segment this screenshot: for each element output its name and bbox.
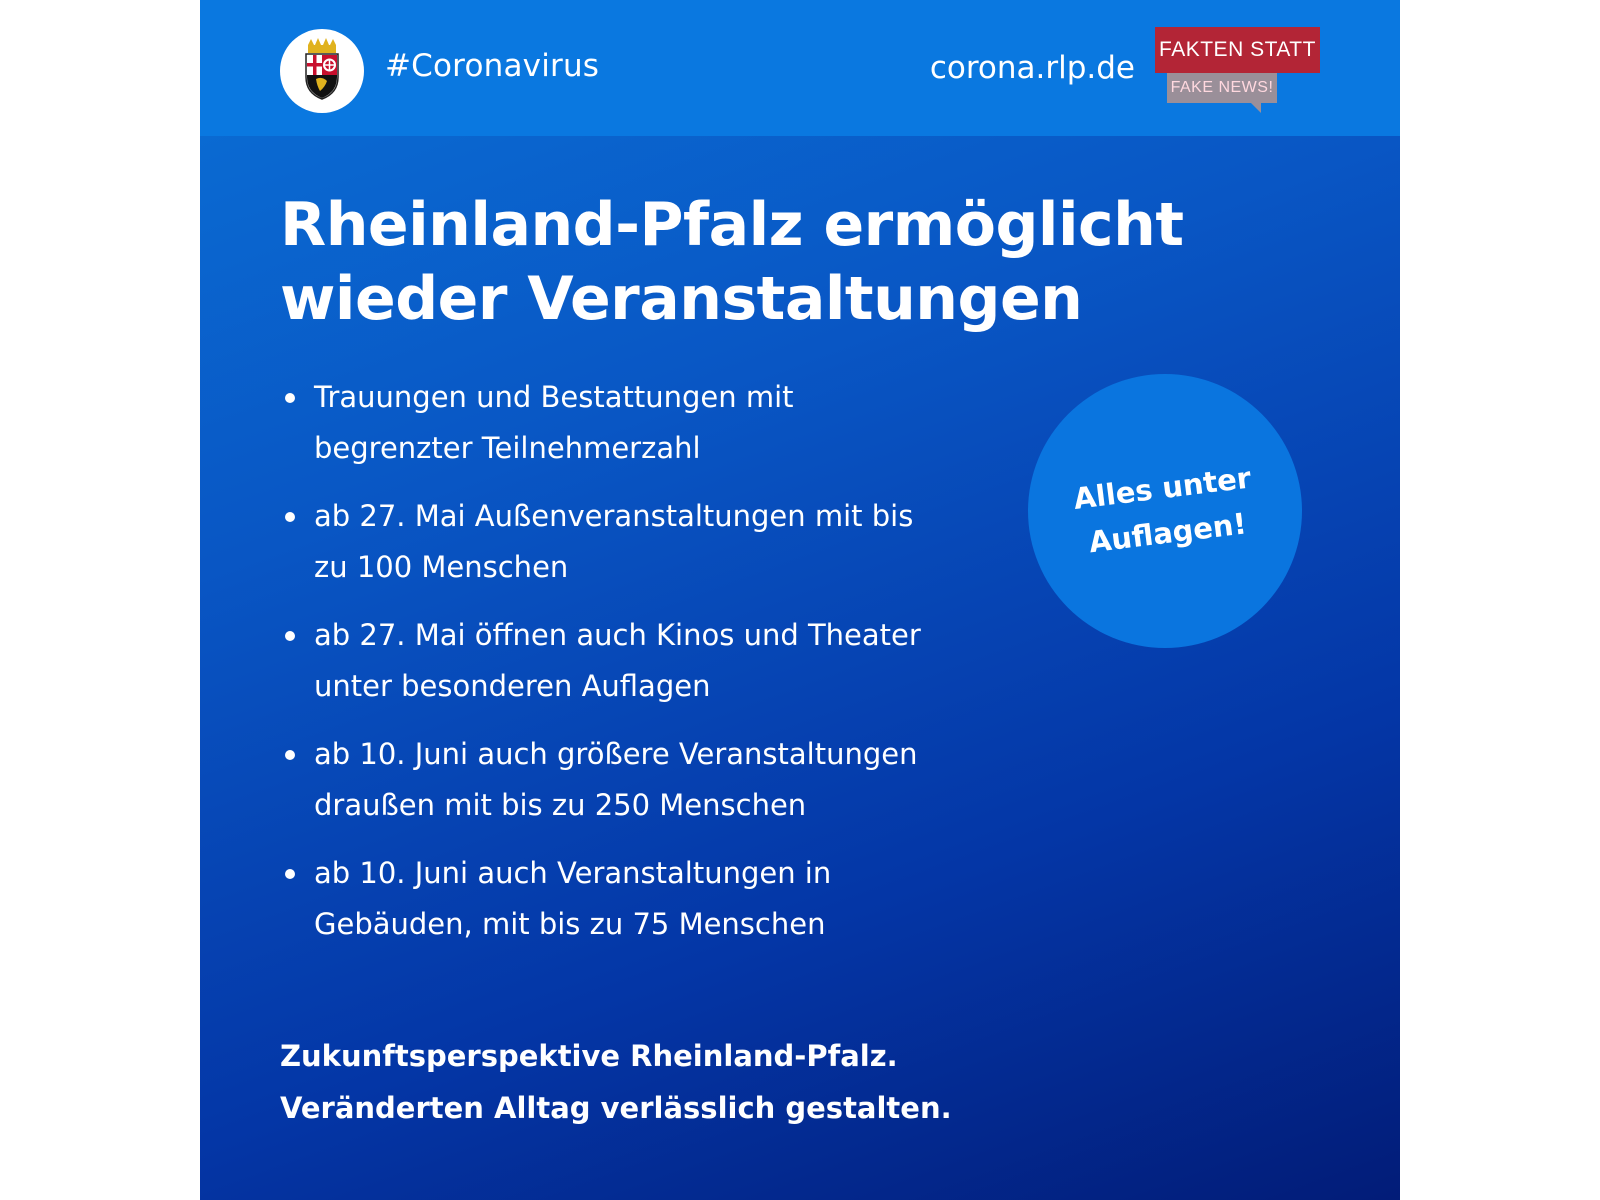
list-item-line-1: ab 27. Mai Außenveranstaltungen mit bis <box>314 499 914 533</box>
list-item-line-1: ab 10. Juni auch Veranstaltungen in <box>314 856 832 890</box>
list-item <box>280 491 980 593</box>
website-url: corona.rlp.de <box>929 50 1135 86</box>
list-item <box>280 848 980 950</box>
footer-line-1: Zukunftsperspektive Rheinland-Pfalz. <box>280 1039 898 1073</box>
list-item-line-1: ab 27. Mai öffnen auch Kinos und Theater <box>314 618 921 652</box>
coat-of-arms-icon <box>280 29 364 113</box>
bullet-dot-icon <box>285 393 295 403</box>
circle-badge-line-2: Auflagen! <box>1086 506 1249 560</box>
list-item <box>280 372 980 474</box>
title-line-2: wieder Veranstaltungen <box>280 264 1083 334</box>
fakten-statt-fake-news-badge <box>1155 27 1320 111</box>
bullet-dot-icon <box>285 512 295 522</box>
footer-line-2: Veränderten Alltag verlässlich gestalten. <box>280 1091 952 1125</box>
badge-top-label: FAKTEN STATT <box>1155 27 1320 73</box>
speech-bubble-tail <box>1251 103 1261 113</box>
circle-badge-line-1: Alles unter <box>1071 460 1253 516</box>
bullet-dot-icon <box>285 869 295 879</box>
list-item-line-2: unter besonderen Auflagen <box>314 669 711 703</box>
list-item <box>280 610 980 712</box>
bullet-dot-icon <box>285 631 295 641</box>
list-item-line-1: ab 10. Juni auch größere Veranstaltungen <box>314 737 918 771</box>
header-bar <box>200 0 1400 136</box>
alles-unter-auflagen-badge <box>1028 374 1302 648</box>
bullet-list <box>280 372 980 967</box>
list-item <box>280 729 980 831</box>
list-item-line-2: Gebäuden, mit bis zu 75 Menschen <box>314 907 826 941</box>
crest-logo <box>280 29 364 113</box>
list-item-line-2: begrenzter Teilnehmerzahl <box>314 431 701 465</box>
badge-bottom-label: FAKE NEWS! <box>1167 73 1277 103</box>
list-item-line-2: zu 100 Menschen <box>314 550 569 584</box>
infographic-card <box>200 0 1400 1200</box>
circle-badge-text <box>1024 450 1307 573</box>
title-line-1: Rheinland-Pfalz ermöglicht <box>280 190 1184 260</box>
footer-slogan <box>280 1030 952 1134</box>
list-item-line-1: Trauungen und Bestattungen mit <box>314 380 794 414</box>
bullet-dot-icon <box>285 750 295 760</box>
page-title <box>280 188 1184 336</box>
list-item-line-2: draußen mit bis zu 250 Menschen <box>314 788 807 822</box>
hashtag-label: #Coronavirus <box>385 48 600 84</box>
